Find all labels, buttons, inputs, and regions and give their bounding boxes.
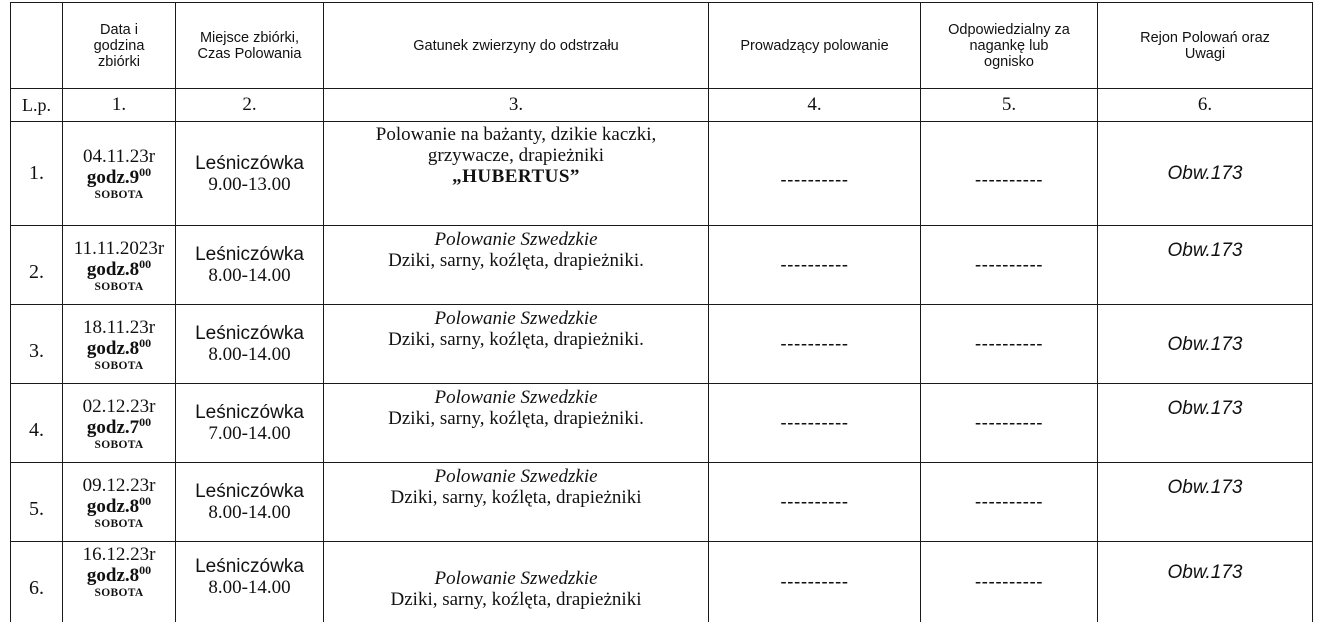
date-cell [63, 463, 176, 542]
game-species: Dziki, sarny, koźlęta, drapieżniki. [388, 408, 644, 429]
place-cell [176, 384, 324, 463]
gathering-time [63, 335, 175, 360]
date: 09.12.23r [82, 474, 156, 496]
game-cell [324, 305, 709, 384]
date: 18.11.23r [82, 316, 156, 338]
col-number-6: 6. [1098, 89, 1313, 122]
hunt-time: 8.00-14.00 [208, 502, 291, 523]
row-number: 2. [11, 226, 63, 305]
time-minutes: 00 [139, 335, 152, 350]
table-row [11, 542, 1313, 622]
date-cell [63, 122, 176, 226]
table-row [11, 122, 1313, 226]
hunt-time: 8.00-14.00 [208, 344, 291, 365]
header-region-line: Uwagi [1184, 45, 1226, 62]
region-cell: Obw.173 [1098, 305, 1313, 384]
place: Leśniczówka [195, 244, 304, 265]
row-number: 4. [11, 384, 63, 463]
game-cell [324, 122, 709, 226]
header-date [63, 3, 176, 89]
time-minutes: 00 [139, 493, 152, 508]
hunting-schedule-table [10, 2, 1313, 622]
date: 11.11.2023r [73, 237, 165, 259]
table-row [11, 384, 1313, 463]
time-text: godz.8 [86, 565, 140, 586]
place-cell [176, 226, 324, 305]
game-title: Polowanie na bażanty, dzikie kaczki, [375, 124, 657, 145]
col-number-lp: L.p. [11, 89, 63, 122]
col-number-3: 3. [324, 89, 709, 122]
gathering-time [63, 493, 175, 518]
header-region-line: Rejon Polowań oraz [1140, 29, 1270, 46]
weekday: SOBOTA [94, 189, 144, 201]
date: 02.12.23r [82, 395, 156, 417]
header-leader: Prowadzący polowanie [709, 3, 921, 89]
header-game: Gatunek zwierzyny do odstrzału [324, 3, 709, 89]
hunt-time: 7.00-14.00 [208, 423, 291, 444]
place-cell [176, 542, 324, 622]
game-cell [324, 384, 709, 463]
date: 16.12.23r [82, 544, 156, 565]
responsible-cell: ---------- [921, 226, 1098, 305]
leader-cell: ---------- [709, 463, 921, 542]
header-empty [11, 3, 63, 89]
table-row [11, 463, 1313, 542]
time-text: godz.9 [86, 167, 140, 188]
gathering-time [63, 414, 175, 439]
weekday: SOBOTA [94, 359, 144, 372]
place-cell [176, 122, 324, 226]
game-species: grzywacze, drapieżniki [427, 145, 605, 166]
col-number-4: 4. [709, 89, 921, 122]
place: Leśniczówka [195, 152, 304, 174]
place: Leśniczówka [195, 481, 304, 502]
row-number: 5. [11, 463, 63, 542]
header-row [11, 3, 1313, 89]
gathering-time [63, 256, 175, 281]
game-species: Dziki, sarny, koźlęta, drapieżniki [390, 487, 642, 508]
table-row [11, 226, 1313, 305]
game-cell [324, 542, 709, 622]
date-cell [63, 542, 176, 622]
region-cell: Obw.173 [1098, 463, 1313, 542]
region-cell: Obw.173 [1098, 542, 1313, 622]
header-place-line: Miejsce zbiórki, [199, 29, 300, 46]
hunt-name: „HUBERTUS” [452, 166, 580, 187]
leader-cell: ---------- [709, 226, 921, 305]
row-number: 3. [11, 305, 63, 384]
column-number-row [11, 89, 1313, 122]
region-cell: Obw.173 [1098, 226, 1313, 305]
leader-cell: ---------- [709, 305, 921, 384]
table-row [11, 305, 1313, 384]
date-cell [63, 305, 176, 384]
time-text: godz.8 [86, 258, 140, 280]
game-title: Polowanie Szwedzkie [434, 568, 598, 589]
time-text: godz.7 [86, 416, 140, 438]
header-date-line: Data i [100, 21, 138, 38]
weekday: SOBOTA [94, 280, 144, 293]
time-minutes: 00 [139, 563, 152, 577]
responsible-cell: ---------- [921, 463, 1098, 542]
leader-cell: ---------- [709, 122, 921, 226]
time-text: godz.8 [86, 495, 140, 517]
header-responsible-line: nagankę lub [969, 37, 1049, 54]
region-cell: Obw.173 [1098, 122, 1313, 226]
header-date-line: zbiórki [98, 53, 140, 70]
leader-cell: ---------- [709, 542, 921, 622]
game-cell [324, 226, 709, 305]
responsible-cell: ---------- [921, 384, 1098, 463]
row-number: 6. [11, 542, 63, 622]
weekday: SOBOTA [94, 438, 144, 451]
game-title: Polowanie Szwedzkie [434, 387, 598, 408]
gathering-time [63, 565, 175, 587]
gathering-time [63, 167, 175, 189]
game-species: Dziki, sarny, koźlęta, drapieżniki. [388, 250, 644, 271]
col-number-2: 2. [176, 89, 324, 122]
date-cell [63, 226, 176, 305]
hunt-time: 9.00-13.00 [208, 173, 291, 195]
header-responsible-line: ognisko [984, 53, 1034, 70]
place-cell [176, 305, 324, 384]
game-cell [324, 463, 709, 542]
time-text: godz.8 [86, 337, 140, 359]
header-place [176, 3, 324, 89]
game-species: Dziki, sarny, koźlęta, drapieżniki [390, 589, 642, 610]
place: Leśniczówka [195, 556, 304, 577]
date: 04.11.23r [82, 146, 156, 167]
weekday: SOBOTA [94, 587, 144, 599]
region-cell: Obw.173 [1098, 384, 1313, 463]
time-minutes: 00 [139, 256, 152, 271]
leader-cell: ---------- [709, 384, 921, 463]
responsible-cell: ---------- [921, 122, 1098, 226]
header-place-line: Czas Polowania [197, 45, 302, 62]
header-region [1098, 3, 1313, 89]
game-title: Polowanie Szwedzkie [434, 229, 598, 250]
game-title: Polowanie Szwedzkie [434, 466, 598, 487]
hunt-time: 8.00-14.00 [208, 265, 291, 286]
weekday: SOBOTA [94, 517, 144, 530]
game-species: Dziki, sarny, koźlęta, drapieżniki. [388, 329, 644, 350]
date-cell [63, 384, 176, 463]
header-responsible-line: Odpowiedzialny za [948, 21, 1070, 38]
time-minutes: 00 [139, 165, 152, 179]
hunt-time: 8.00-14.00 [208, 577, 291, 598]
header-responsible [921, 3, 1098, 89]
responsible-cell: ---------- [921, 542, 1098, 622]
col-number-1: 1. [63, 89, 176, 122]
place-cell [176, 463, 324, 542]
place: Leśniczówka [195, 323, 304, 344]
col-number-5: 5. [921, 89, 1098, 122]
header-date-line: godzina [93, 37, 145, 54]
game-title: Polowanie Szwedzkie [434, 308, 598, 329]
time-minutes: 00 [139, 414, 152, 429]
row-number: 1. [11, 122, 63, 226]
schedule-document [10, 2, 1313, 622]
place: Leśniczówka [195, 402, 304, 423]
responsible-cell: ---------- [921, 305, 1098, 384]
